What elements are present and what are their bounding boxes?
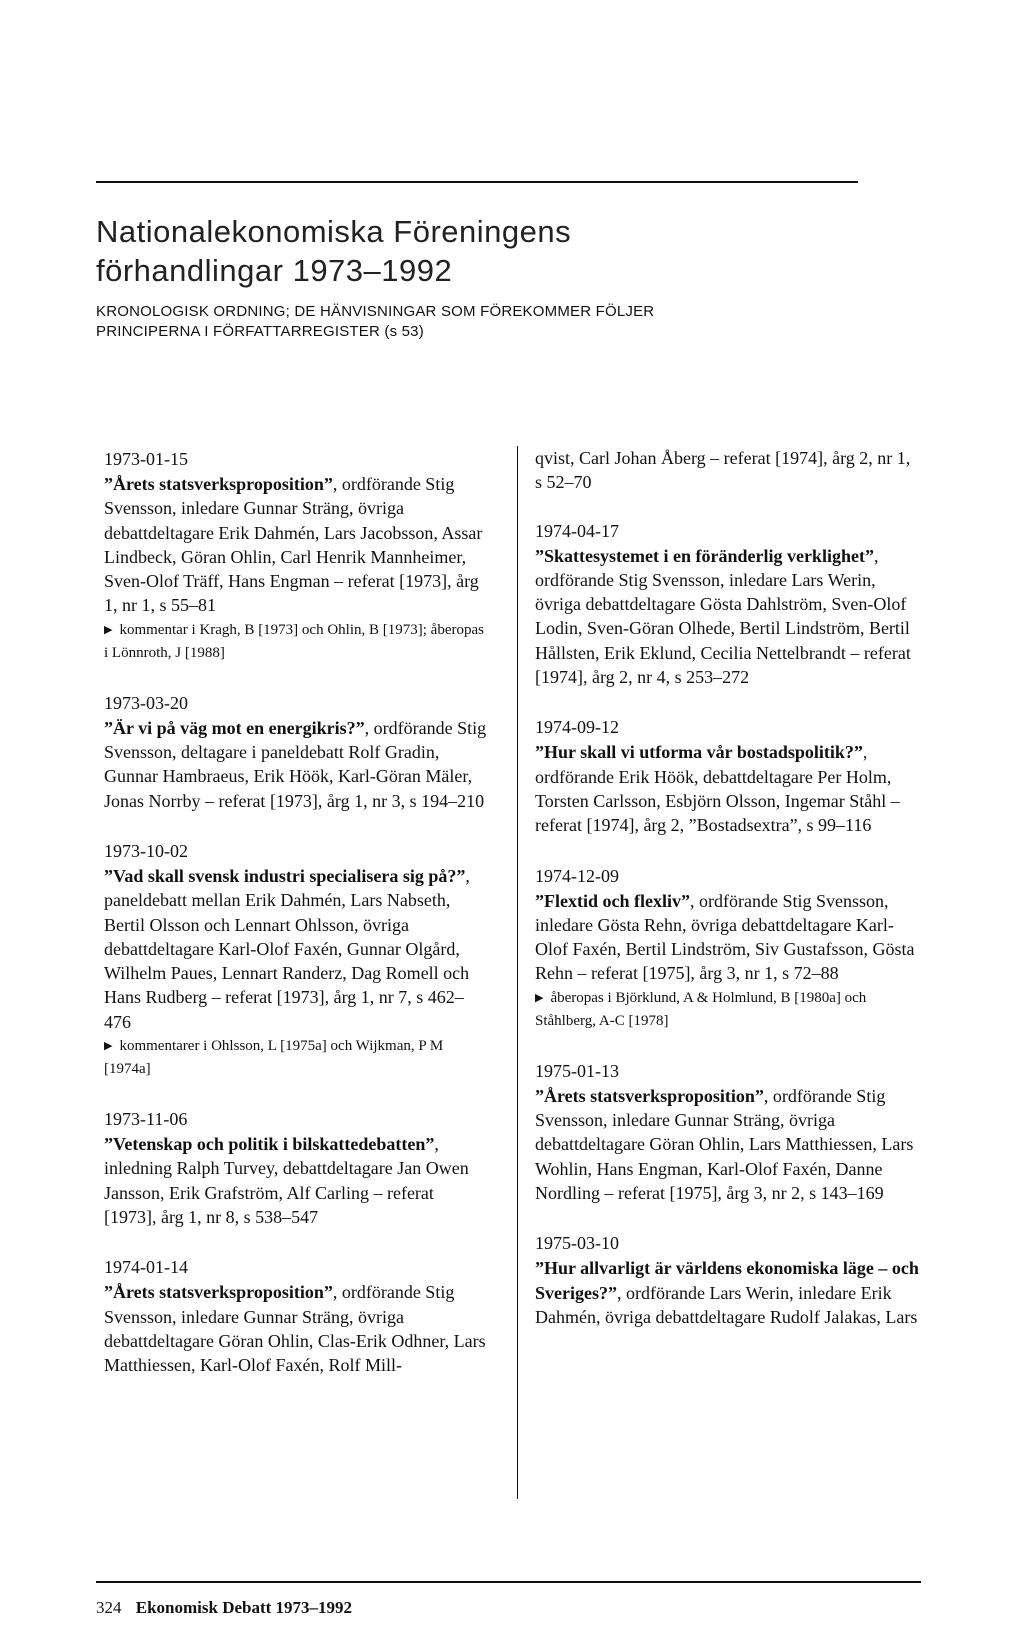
entry-title: ”Hur allvarligt är världens ekonomiska läge – och Sveriges?” (535, 1258, 919, 1303)
entry-date: 1974-04-17 (535, 520, 619, 541)
entry-body (104, 864, 490, 1034)
arrow-right-icon: ▶ (535, 991, 544, 1004)
entry-text: , ordförande Stig Svensson, inledare Gunnar Sträng, övriga debattdeltagare Erik Dahmén, Lars Jacobsson, Assar Lindbeck, Göran Ohlin, Carl Henrik Mannheimer, Sven-Olof Träff, Hans Engman – referat [1973], årg 1, nr 1, s 55–81 (104, 474, 483, 616)
entry-body (104, 1132, 490, 1229)
entry-text: , ordförande Stig Svensson, deltagare i paneldebatt Rolf Gradin, Gunnar Hambraeus, Erik Höök, Karl-Göran Mäler, Jonas Norrby – referat [1973], årg 1, nr 3, s 194–210 (104, 717, 487, 811)
entry-body (535, 740, 921, 837)
entry (535, 1058, 921, 1205)
entry-text: , ordförande Stig Svensson, inledare Gunnar Sträng, övriga debattdeltagare Göran Ohlin, Clas-Erik Odhner, Lars Matthiessen, Karl-Olof Faxén, Rolf Mill- (104, 1282, 486, 1376)
page-title (96, 212, 856, 290)
entry-note-text: kommentar i Kragh, B [1973] och Ohlin, B [1973]; åberopas i Lönnroth, J [1988] (104, 621, 484, 661)
entry (535, 714, 921, 837)
entry-note (535, 987, 921, 1033)
subtitle-line-1: KRONOLOGISK ORDNING; DE HÄNVISNINGAR SOM FÖREKOMMER FÖLJER (96, 303, 655, 320)
entry (535, 446, 921, 495)
entry-title: ”Årets statsverksproposition” (535, 1085, 764, 1106)
entry (535, 1230, 921, 1329)
entry-title: ”Vad skall svensk industri specialisera sig på?” (104, 865, 466, 886)
entry-date: 1974-09-12 (535, 717, 619, 738)
entry-body (535, 1256, 921, 1329)
entry (104, 838, 490, 1081)
entry-title: ”Vetenskap och politik i bilskattedebatten” (104, 1134, 435, 1155)
page-number: 324 (96, 1598, 122, 1617)
entry-note-text: åberopas i Björklund, A & Holmlund, B [1980a] och Ståhlberg, A-C [1978] (535, 989, 867, 1029)
entry-note (104, 1035, 490, 1081)
entry-date: 1973-03-20 (104, 692, 188, 713)
entry-title: ”Är vi på väg mot en energikris?” (104, 717, 365, 738)
entry-text: , ordförande Erik Höök, debattdeltagare Per Holm, Torsten Carlsson, Esbjörn Olsson, Ingemar Ståhl – referat [1974], årg 2, ”Bostadsextra”, s 99–116 (535, 742, 900, 836)
journal-name: Ekonomisk Debatt 1973–1992 (135, 1598, 353, 1617)
entry (535, 863, 921, 1033)
page-footer (96, 1597, 352, 1619)
entry-date: 1973-11-06 (104, 1109, 188, 1130)
entry-text: , ordförande Lars Werin, inledare Erik Dahmén, övriga debattdeltagare Rudolf Jalakas, Lars (535, 1282, 918, 1327)
entry-title: ”Skattesystemet i en föränderlig verklighet” (535, 545, 874, 566)
arrow-right-icon: ▶ (104, 623, 113, 636)
page-subtitle (96, 302, 916, 342)
entry-text: , ordförande Stig Svensson, inledare Gunnar Sträng, övriga debattdeltagare Göran Ohlin, Lars Matthiessen, Lars Wohlin, Hans Engman, Karl-Olof Faxén, Danne Nordling – referat [1975], årg 3, nr 2, s 143–169 (535, 1085, 914, 1203)
footer-rule (96, 1581, 921, 1583)
entry-body (104, 1280, 490, 1377)
entry-date: 1975-03-10 (535, 1233, 619, 1254)
entry (104, 690, 490, 813)
arrow-right-icon: ▶ (104, 1040, 113, 1053)
entry-date: 1974-12-09 (535, 865, 619, 886)
entry-title: ”Flextid och flexliv” (535, 890, 690, 911)
entry-note-text: kommentarer i Ohlsson, L [1975a] och Wijkman, P M [1974a] (104, 1038, 444, 1078)
left-column (104, 446, 490, 1402)
entry (104, 1254, 490, 1377)
entry-date: 1973-01-15 (104, 449, 188, 469)
header-top-rule (96, 181, 858, 183)
entry-body (535, 1084, 921, 1205)
entry-body (535, 889, 921, 986)
entry-body (104, 716, 490, 813)
subtitle-line-2: PRINCIPERNA I FÖRFATTARREGISTER (s 53) (96, 323, 424, 340)
entry-date: 1974-01-14 (104, 1257, 188, 1278)
page-title-line-1: Nationalekonomiska Föreningens (96, 214, 572, 249)
entry (104, 446, 490, 665)
entry-title: ”Hur skall vi utforma vår bostadspolitik?” (535, 742, 863, 763)
entry-text: , ordförande Stig Svensson, inledare Lars Werin, övriga debattdeltagare Gösta Dahlström, Sven-Olof Lodin, Sven-Göran Olhede, Bertil Lindström, Bertil Hållsten, Erik Eklund, Cecilia Nettelbrandt – referat [1974], årg 2, nr 4, s 253–272 (535, 545, 911, 688)
entry-date: 1975-01-13 (535, 1060, 619, 1081)
entry-text: qvist, Carl Johan Åberg – referat [1974], årg 2, nr 1, s 52–70 (535, 448, 911, 493)
page-title-line-2: förhandlingar 1973–1992 (96, 253, 453, 288)
entry-note (104, 619, 490, 665)
column-divider (517, 446, 518, 1499)
entry-text: , paneldebatt mellan Erik Dahmén, Lars Nabseth, Bertil Olsson och Lennart Ohlsson, övriga debattdeltagare Karl-Olof Faxén, Gunnar Olgård, Wilhelm Paues, Lennart Randerz, Dag Romell och Hans Rudberg – referat [1973], årg 1, nr 7, s 462–476 (104, 865, 470, 1032)
entry-body (535, 544, 921, 690)
entry-title: ”Årets statsverksproposition” (104, 474, 333, 494)
entry-text: , inledning Ralph Turvey, debattdeltagare Jan Owen Jansson, Erik Grafström, Alf Carling – referat [1973], årg 1, nr 8, s 538–547 (104, 1134, 469, 1227)
entry (104, 1106, 490, 1229)
entry-text: , ordförande Stig Svensson, inledare Gösta Rehn, övriga debattdeltagare Karl-Olof Faxén, Bertil Lindström, Siv Gustafsson, Gösta Rehn – referat [1975], årg 3, nr 1, s 72–88 (535, 890, 915, 984)
entry (535, 518, 921, 690)
entry-title: ”Årets statsverksproposition” (104, 1282, 333, 1303)
entry-body (535, 446, 921, 495)
right-column (535, 446, 921, 1354)
entry-date: 1973-10-02 (104, 840, 188, 861)
entry-body (104, 472, 490, 618)
